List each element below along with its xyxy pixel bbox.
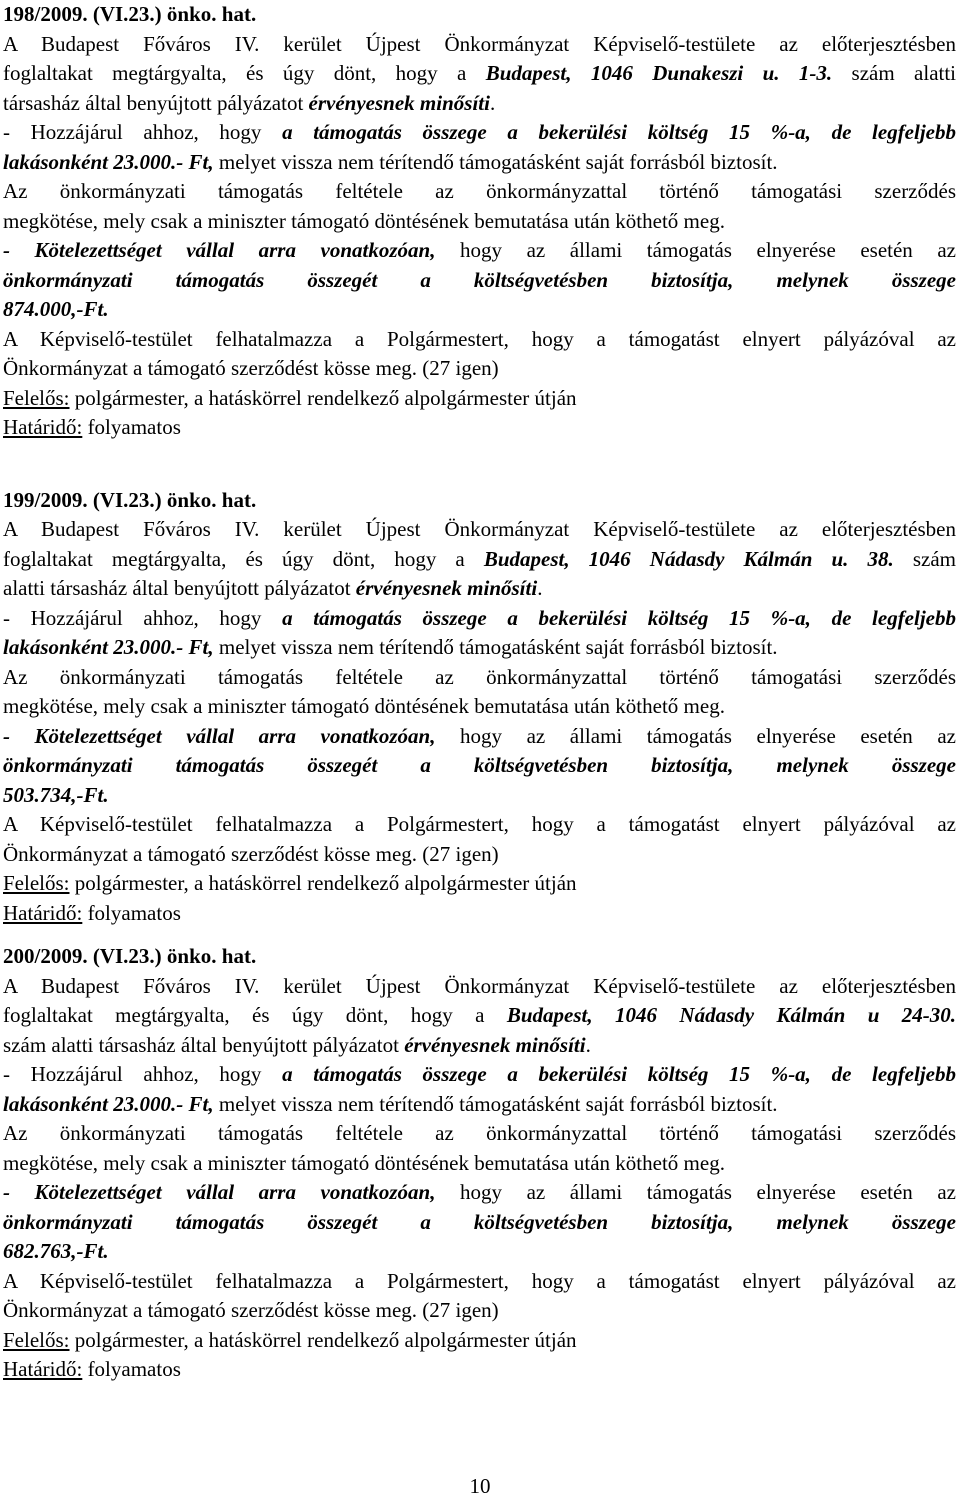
commitment-line: önkormányzati támogatás összegét a költségvetésben biztosítja, melynek összege xyxy=(3,267,956,292)
commitment-line: önkormányzati támogatás összegét a költségvetésben biztosítja, melynek összege xyxy=(3,753,956,777)
authorization-line: A Képviselő-testület felhatalmazza a Polgármestert, hogy a támogatást elnyert pályázóval az xyxy=(3,326,956,351)
authorization-line: Önkormányzat a támogató szerződést kösse meg. (27 igen) xyxy=(3,841,499,866)
deadline-label: Határidő: xyxy=(3,1357,83,1381)
support-line: lakásonként 23.000.- Ft, melyet vissza nem térítendő támogatásként saját forrásból biztosít. xyxy=(3,149,778,174)
support-line: - Hozzájárul ahhoz, hogy a támogatás összege a bekerülési költség 15 %-a, de legfeljebb xyxy=(3,1062,956,1086)
validity-phrase: érvényesnek minősíti xyxy=(404,1032,586,1057)
support-line: - Hozzájárul ahhoz, hogy a támogatás összege a bekerülési költség 15 %-a, de legfeljebb xyxy=(3,120,956,144)
authorization-line: Önkormányzat a támogató szerződést kösse meg. (27 igen) xyxy=(3,356,499,380)
validity-phrase: érvényesnek minősíti xyxy=(355,576,538,600)
intro-line: foglaltakat megtárgyalta, és úgy dönt, hogy a Budapest, 1046 Nádasdy Kálmán u. 38. szám xyxy=(3,546,956,571)
condition-line: megkötése, mely csak a miniszter támogató döntésének bemutatása után köthető meg. xyxy=(3,1150,725,1175)
resolution-199 xyxy=(3,486,956,929)
support-line: lakásonként 23.000.- Ft, melyet vissza nem térítendő támogatásként saját forrásból biztosít. xyxy=(3,635,778,659)
intro-line: alatti társasház által benyújtott pályázatot érvényesnek minősíti. xyxy=(3,576,543,600)
responsible-label: Felelős: xyxy=(3,871,70,895)
property-address: Budapest, 1046 Dunakeszi u. 1-3. xyxy=(485,61,833,85)
support-line: lakásonként 23.000.- Ft, melyet vissza nem térítendő támogatásként saját forrásból biztosít. xyxy=(3,1091,778,1116)
property-address: Budapest, 1046 Nádasdy Kálmán u. 38. xyxy=(483,546,894,571)
responsible-label: Felelős: xyxy=(3,1327,70,1352)
deadline-line: Határidő: folyamatos xyxy=(3,415,181,439)
validity-phrase: érvényesnek minősíti xyxy=(308,90,490,115)
amount: 503.734,-Ft. xyxy=(3,782,109,807)
intro-line: foglaltakat megtárgyalta, és úgy dönt, hogy a Budapest, 1046 Nádasdy Kálmán u 24-30. xyxy=(3,1003,956,1027)
amount: 874.000,-Ft. xyxy=(3,297,109,321)
intro-line: A Budapest Főváros IV. kerület Újpest Önkormányzat Képviselő-testülete az előterjesztésben xyxy=(3,31,956,56)
resolution-title: 200/2009. (VI.23.) önko. hat. xyxy=(3,944,257,968)
authorization-line: A Képviselő-testület felhatalmazza a Polgármestert, hogy a támogatást elnyert pályázóval az xyxy=(3,812,956,836)
authorization-line: Önkormányzat a támogató szerződést kösse meg. (27 igen) xyxy=(3,1298,499,1322)
responsible-line: Felelős: polgármester, a hatáskörrel rendelkező alpolgármester útján xyxy=(3,385,577,410)
document-page xyxy=(3,0,956,1385)
commitment-line: - Kötelezettséget vállal arra vonatkozóan, hogy az állami támogatás elnyerése esetén az xyxy=(3,238,956,262)
intro-line: A Budapest Főváros IV. kerület Újpest Önkormányzat Képviselő-testülete az előterjesztésben xyxy=(3,973,956,998)
resolution-title: 199/2009. (VI.23.) önko. hat. xyxy=(3,487,257,512)
intro-line: társasház által benyújtott pályázatot érvényesnek minősíti. xyxy=(3,90,496,115)
amount: 682.763,-Ft. xyxy=(3,1239,109,1263)
commitment-line: - Kötelezettséget vállal arra vonatkozóan, hogy az állami támogatás elnyerése esetén az xyxy=(3,723,956,748)
condition-line: Az önkormányzati támogatás feltétele az önkormányzattal történő támogatási szerződés xyxy=(3,179,956,203)
intro-line: szám alatti társasház által benyújtott pályázatot érvényesnek minősíti. xyxy=(3,1032,591,1057)
support-line: - Hozzájárul ahhoz, hogy a támogatás összege a bekerülési költség 15 %-a, de legfeljebb xyxy=(3,605,956,630)
intro-line: foglaltakat megtárgyalta, és úgy dönt, hogy a Budapest, 1046 Dunakeszi u. 1-3. szám alatti xyxy=(3,61,956,85)
deadline-line: Határidő: folyamatos xyxy=(3,900,181,925)
responsible-line: Felelős: polgármester, a hatáskörrel rendelkező alpolgármester útján xyxy=(3,871,577,895)
resolution-198 xyxy=(3,0,956,443)
property-address: Budapest, 1046 Nádasdy Kálmán u 24-30. xyxy=(506,1003,956,1027)
condition-line: Az önkormányzati támogatás feltétele az önkormányzattal történő támogatási szerződés xyxy=(3,1121,956,1145)
authorization-line: A Képviselő-testület felhatalmazza a Polgármestert, hogy a támogatást elnyert pályázóval az xyxy=(3,1268,956,1293)
resolution-200 xyxy=(3,942,956,1385)
commitment-line: önkormányzati támogatás összegét a költségvetésben biztosítja, melynek összege xyxy=(3,1209,956,1234)
responsible-label: Felelős: xyxy=(3,385,70,410)
page-number: 10 xyxy=(469,1474,491,1498)
intro-line: A Budapest Főváros IV. kerület Újpest Önkormányzat Képviselő-testülete az előterjesztésben xyxy=(3,517,956,541)
condition-line: megkötése, mely csak a miniszter támogató döntésének bemutatása után köthető meg. xyxy=(3,694,725,718)
deadline-line: Határidő: folyamatos xyxy=(3,1357,181,1381)
responsible-line: Felelős: polgármester, a hatáskörrel rendelkező alpolgármester útján xyxy=(3,1327,577,1352)
commitment-line: - Kötelezettséget vállal arra vonatkozóan, hogy az állami támogatás elnyerése esetén az xyxy=(3,1180,956,1204)
condition-line: Az önkormányzati támogatás feltétele az önkormányzattal történő támogatási szerződés xyxy=(3,664,956,689)
condition-line: megkötése, mely csak a miniszter támogató döntésének bemutatása után köthető meg. xyxy=(3,208,725,233)
deadline-label: Határidő: xyxy=(3,900,83,925)
deadline-label: Határidő: xyxy=(3,415,83,439)
resolution-title: 198/2009. (VI.23.) önko. hat. xyxy=(3,2,257,26)
